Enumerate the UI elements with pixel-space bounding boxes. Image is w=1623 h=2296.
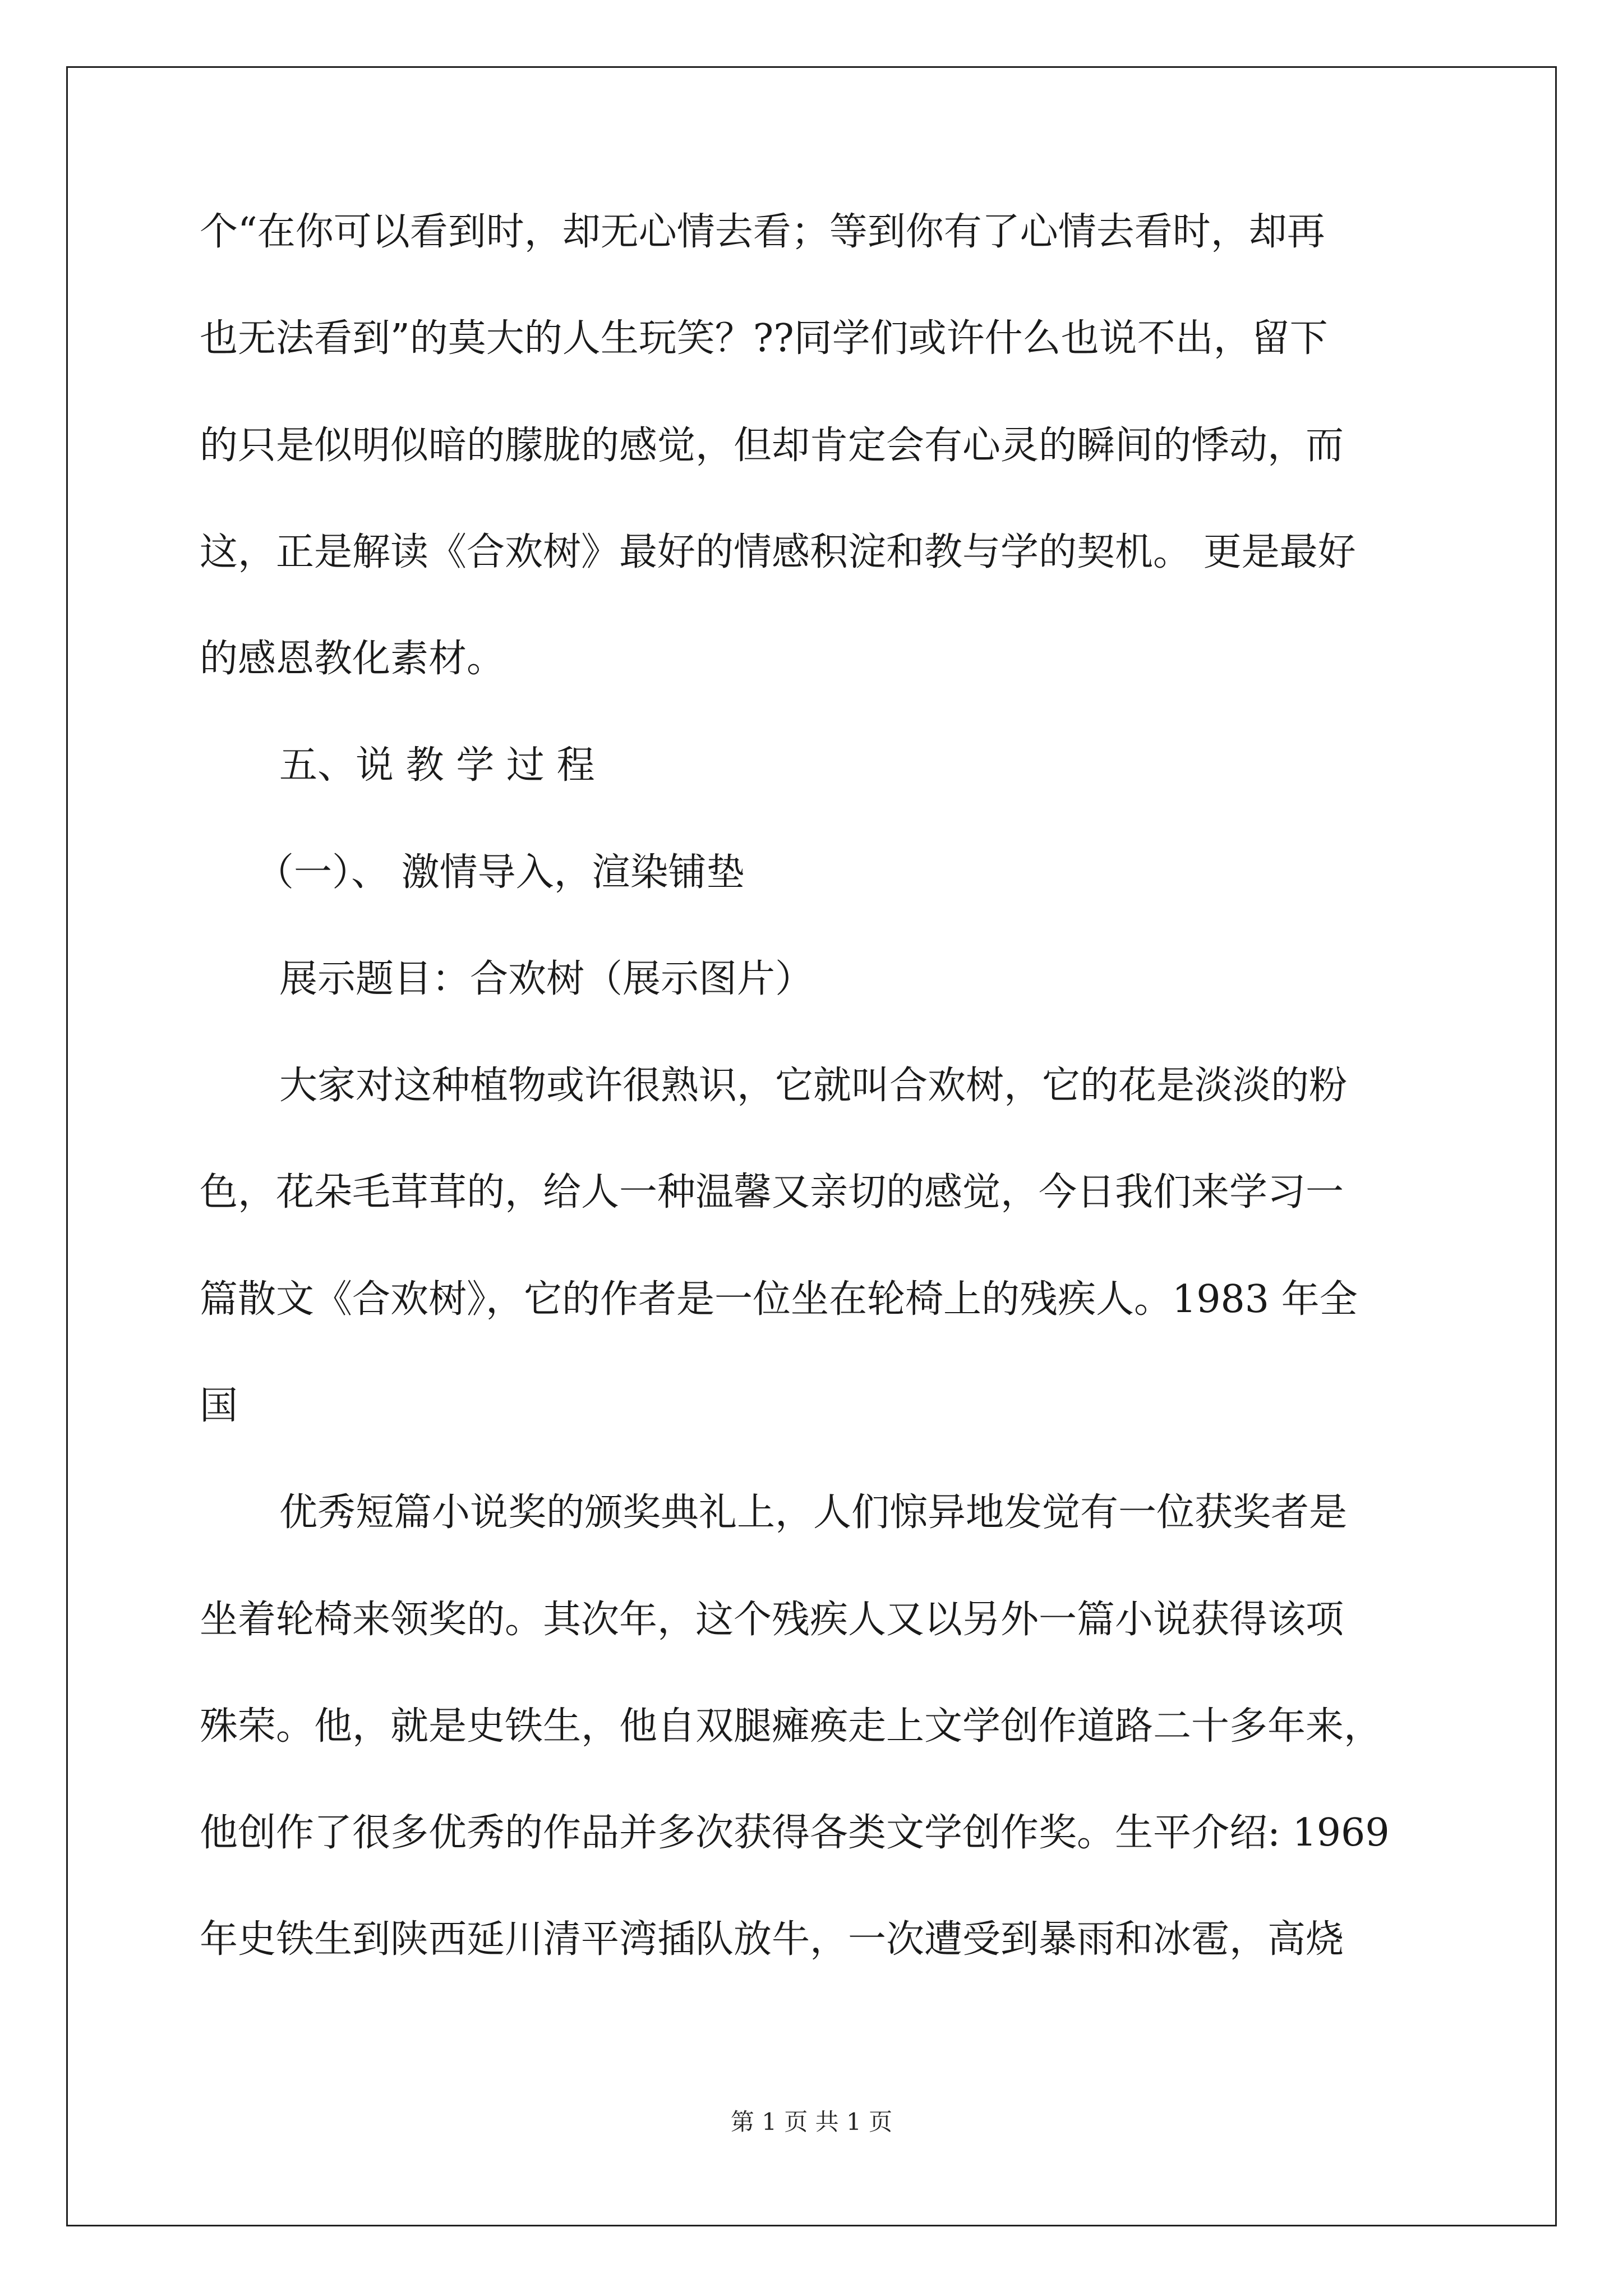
text-line: 国 [200,1384,238,1428]
text-line: 的只是似明似暗的朦胧的感觉，但却肯定会有心灵的瞬间的悸动，而 [200,424,1344,468]
subsection-heading: （一）、 激情导入，渲染铺垫 [256,850,745,895]
text-line: 优秀短篇小说奖的颁奖典礼上，人们惊异地发觉有一位获奖者是 [279,1490,1348,1535]
text-line: 也无法看到”的莫大的人生玩笑？??同学们或许什么也说不出，留下 [200,316,1328,361]
text-line: 篇散文《合欢树》，它的作者是一位坐在轮椅上的残疾人。1983 年全 [200,1277,1358,1322]
text-line: 他创作了很多优秀的作品并多次获得各类文学创作奖。生平介绍: 1969 [200,1811,1390,1855]
text-line: 展示题目：合欢树（展示图片） [279,957,814,1001]
text-line: 色，花朵毛茸茸的，给人一种温馨又亲切的感觉，今日我们来学习一 [200,1170,1344,1214]
text-line: 的感恩教化素材。 [200,637,505,681]
text-line: 这，正是解读《合欢树》最好的情感积淀和教与学的契机。 更是最好 [200,530,1356,574]
text-line: 个“在你可以看到时，却无心情去看；等到你有了心情去看时，却再 [200,210,1325,254]
page-footer: 第 1 页 共 1 页 [730,2108,893,2136]
text-line: 大家对这种植物或许很熟识，它就叫合欢树，它的花是淡淡的粉 [279,1064,1348,1108]
text-line: 殊荣。他，就是史铁生，他自双腿瘫痪走上文学创作道路二十多年来， [200,1704,1382,1749]
page-border [66,66,1557,2226]
text-line: 坐着轮椅来领奖的。其次年，这个残疾人又以另外一篇小说获得该项 [200,1598,1344,1642]
text-line: 年史铁生到陕西延川清平湾插队放牛，一次遭受到暴雨和冰雹，高烧 [200,1917,1344,1962]
section-heading: 五、说 教 学 过 程 [279,743,595,788]
